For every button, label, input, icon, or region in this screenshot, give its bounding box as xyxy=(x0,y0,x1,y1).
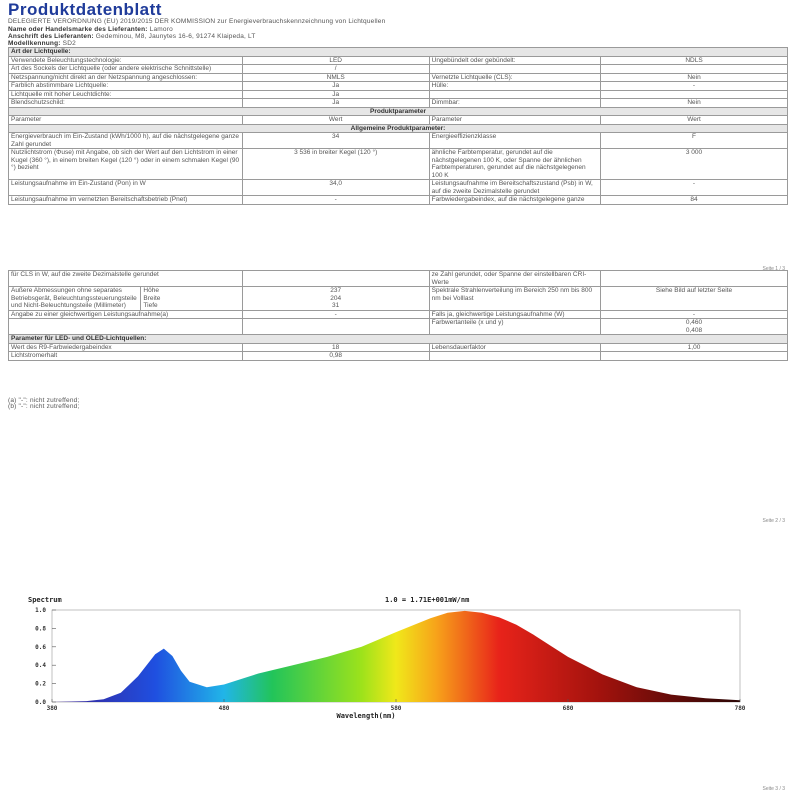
general-row xyxy=(9,149,788,180)
page-title: Produktdatenblatt xyxy=(8,0,162,19)
column-header-row xyxy=(9,116,788,125)
type-param-2 xyxy=(429,90,600,99)
led-section-header: Parameter für LED- und OLED-Lichtquellen: xyxy=(9,335,788,344)
x-tick-label: 780 xyxy=(734,705,746,712)
type-value-1: Ja xyxy=(242,99,429,108)
spectral-value: Siehe Bild auf letzter Seite xyxy=(601,287,788,311)
supplier-name-line xyxy=(8,26,173,33)
dim-value: 204 xyxy=(330,294,342,302)
power-value-2: - xyxy=(601,310,788,319)
dims-values xyxy=(242,287,429,311)
general-value-1: 34 xyxy=(242,133,429,149)
page-number-2: Seite 2 / 3 xyxy=(762,518,785,524)
led-param-2 xyxy=(429,352,600,361)
page-1 xyxy=(0,0,795,272)
page-number-1: Seite 1 / 3 xyxy=(762,266,785,272)
type-param-1: Blendschutzschild: xyxy=(9,99,243,108)
chart-formula: 1.0 = 1.71E+001mW/nm xyxy=(385,596,470,604)
x-tick-label: 680 xyxy=(562,705,574,712)
chart-title: Spectrum xyxy=(28,596,62,604)
type-value-1: LED xyxy=(242,56,429,65)
power-value-2: 0,460 0,408 xyxy=(601,319,788,335)
type-param-1: Farblich abstimmbare Lichtquelle: xyxy=(9,82,243,91)
y-tick-label: 0.6 xyxy=(35,643,46,651)
general-value-2: F xyxy=(601,133,788,149)
power-row xyxy=(9,310,788,319)
type-param-1: Lichtquelle mit hoher Leuchtdichte: xyxy=(9,90,243,99)
supplier-address-line xyxy=(8,33,256,40)
dims-names xyxy=(141,287,242,311)
type-row xyxy=(9,99,788,108)
power-param-2: Farbwertanteile (x und y) xyxy=(429,319,600,335)
general-param-1: Nutzlichtstrom (Φuse) mit Angabe, ob sich der Wert auf den Lichtstrom in einer Kugel (360 °), in einem breiten Kegel (120 °) oder in einem schmalen Kegel (90 °) bezieht xyxy=(9,149,243,180)
general-param-1: Leistungsaufnahme im vernetzten Bereitschaftsbetrieb (Pnet) xyxy=(9,196,243,205)
general-param-1: Leistungsaufnahme im Ein-Zustand (Pon) in W xyxy=(9,180,243,196)
y-tick-label: 0.2 xyxy=(35,680,46,688)
led-value-1: 0,98 xyxy=(242,352,429,361)
type-row xyxy=(9,56,788,65)
cont-value-2 xyxy=(601,271,788,287)
type-param-2: Ungebündelt oder gebündelt: xyxy=(429,56,600,65)
general-row xyxy=(9,133,788,149)
power-param-1: Angabe zu einer gleichwertigen Leistungsaufnahme(a) xyxy=(9,310,243,319)
general-value-1: 3 536 in breiter Kegel (120 °) xyxy=(242,149,429,180)
type-section-header: Art der Lichtquelle: xyxy=(9,48,788,57)
general-value-1: - xyxy=(242,196,429,205)
general-row xyxy=(9,196,788,205)
led-param-1: Wert des R9-Farbwiedergabeindex xyxy=(9,343,243,352)
type-value-1: Ja xyxy=(242,82,429,91)
power-value-1: - xyxy=(242,310,429,319)
type-value-2: Nein xyxy=(601,99,788,108)
dim-value: 237 xyxy=(330,287,342,294)
type-row xyxy=(9,90,788,99)
type-value-1: Ja xyxy=(242,90,429,99)
y-tick-label: 0.8 xyxy=(35,625,46,633)
x-tick-label: 480 xyxy=(218,705,230,712)
type-row xyxy=(9,65,788,74)
general-value-1: 34,0 xyxy=(242,180,429,196)
dim-name: Höhe xyxy=(143,287,159,294)
general-value-2: 84 xyxy=(601,196,788,205)
dim-value: 31 xyxy=(332,302,340,309)
power-param-1 xyxy=(9,319,243,335)
type-row xyxy=(9,82,788,91)
general-param-2: ähnliche Farbtemperatur, gerundet auf die nächstgelegenen 100 K, oder Spanne der ähnlichen Farbtemperaturen, gerundet auf die nächstgelegenen 100 K xyxy=(429,149,600,180)
dims-row xyxy=(9,287,788,311)
product-section-header: Produktparameter xyxy=(9,107,788,116)
spectrum-chart xyxy=(0,590,795,725)
general-value-2: 3 000 xyxy=(601,149,788,180)
supplier-name: Lamoro xyxy=(149,26,173,33)
model-label: Modellkennung: xyxy=(8,40,61,47)
page-number-3: Seite 3 / 3 xyxy=(762,786,785,792)
col-param-1: Parameter xyxy=(9,116,243,125)
type-value-2 xyxy=(601,65,788,74)
y-tick-label: 0.0 xyxy=(35,699,46,706)
type-value-2 xyxy=(601,90,788,99)
type-param-1: Verwendete Beleuchtungstechnologie: xyxy=(9,56,243,65)
y-tick-label: 0.4 xyxy=(35,662,46,670)
y-tick-label: 1.0 xyxy=(35,607,46,614)
general-param-1: Energieverbrauch im Ein-Zustand (kWh/1000 h), auf die nächstgelegene ganze Zahl gerundet xyxy=(9,133,243,149)
spectral-label: Spektrale Strahlenverteilung im Bereich 250 nm bis 800 nm bei Volllast xyxy=(429,287,600,311)
type-value-1: / xyxy=(242,65,429,74)
supplier-address: Gedeminou, M8, Jaunytes 16-6, 91274 Klaipeda, LT xyxy=(95,33,256,40)
page-2 xyxy=(0,270,795,528)
led-param-2: Lebensdauerfaktor xyxy=(429,343,600,352)
general-section-header: Allgemeine Produktparameter: xyxy=(9,124,788,133)
col-value-1: Wert xyxy=(242,116,429,125)
general-row xyxy=(9,180,788,196)
type-value-1: NMLS xyxy=(242,73,429,82)
power-param-2: Falls ja, gleichwertige Leistungsaufnahme (W) xyxy=(429,310,600,319)
model-value: SD2 xyxy=(62,40,76,47)
footnote-a: (a) "-": nicht zutreffend; xyxy=(8,397,80,404)
dims-label: Äußere Abmessungen ohne separates Betriebsgerät, Beleuchtungssteuerungsteile und Nicht-Beleuchtungsteile (Millimeter) xyxy=(9,287,141,311)
type-value-2: Nein xyxy=(601,73,788,82)
col-param-2: Parameter xyxy=(429,116,600,125)
general-value-2: - xyxy=(601,180,788,196)
col-value-2: Wert xyxy=(601,116,788,125)
type-param-2: Hülle: xyxy=(429,82,600,91)
x-tick-label: 380 xyxy=(46,705,58,712)
x-axis-label: Wavelength(nm) xyxy=(336,712,396,720)
page-3 xyxy=(0,590,795,795)
led-value-1: 18 xyxy=(242,343,429,352)
supplier-address-label: Anschrift des Lieferanten: xyxy=(8,33,94,40)
supplier-name-label: Name oder Handelsmarke des Lieferanten: xyxy=(8,26,148,33)
cont-value-1 xyxy=(242,271,429,287)
type-param-2: Vernetzte Lichtquelle (CLS): xyxy=(429,73,600,82)
cont-param-2: ze Zahl gerundet, oder Spanne der einstellbaren CRI-Werte xyxy=(429,271,600,287)
x-tick-label: 580 xyxy=(390,705,402,712)
dim-name: Tiefe xyxy=(143,302,158,309)
power-value-1 xyxy=(242,319,429,335)
regulation-text: DELEGIERTE VERORDNUNG (EU) 2019/2015 DER KOMMISSION zur Energieverbrauchskennzeichnung von Lichtquellen xyxy=(8,18,386,25)
led-param-1: Lichtstromerhalt xyxy=(9,352,243,361)
type-param-1: Netzspannung/nicht direkt an der Netzspannung angeschlossen: xyxy=(9,73,243,82)
model-line xyxy=(8,40,76,47)
type-param-1: Art des Sockels der Lichtquelle (oder andere elektrische Schnittstelle) xyxy=(9,65,243,74)
type-value-2: - xyxy=(601,82,788,91)
cont-row xyxy=(9,271,788,287)
type-param-2 xyxy=(429,65,600,74)
footnote-b: (b) "-": nicht zutreffend; xyxy=(8,403,80,410)
general-param-2: Energieeffizienzklasse xyxy=(429,133,600,149)
page2-table xyxy=(8,270,788,361)
type-value-2: NDLS xyxy=(601,56,788,65)
type-param-2: Dimmbar: xyxy=(429,99,600,108)
cont-param-1: für CLS in W, auf die zweite Dezimalstelle gerundet xyxy=(9,271,243,287)
led-value-2: 1,00 xyxy=(601,343,788,352)
type-table xyxy=(8,47,788,205)
type-row xyxy=(9,73,788,82)
power-row xyxy=(9,319,788,335)
led-row xyxy=(9,352,788,361)
led-value-2 xyxy=(601,352,788,361)
led-row xyxy=(9,343,788,352)
dim-name: Breite xyxy=(143,294,161,302)
general-param-2: Leistungsaufnahme im Bereitschaftszustand (Psb) in W, auf die zweite Dezimalstelle gerundet xyxy=(429,180,600,196)
general-param-2: Farbwiedergabeindex, auf die nächstgelegene ganze xyxy=(429,196,600,205)
